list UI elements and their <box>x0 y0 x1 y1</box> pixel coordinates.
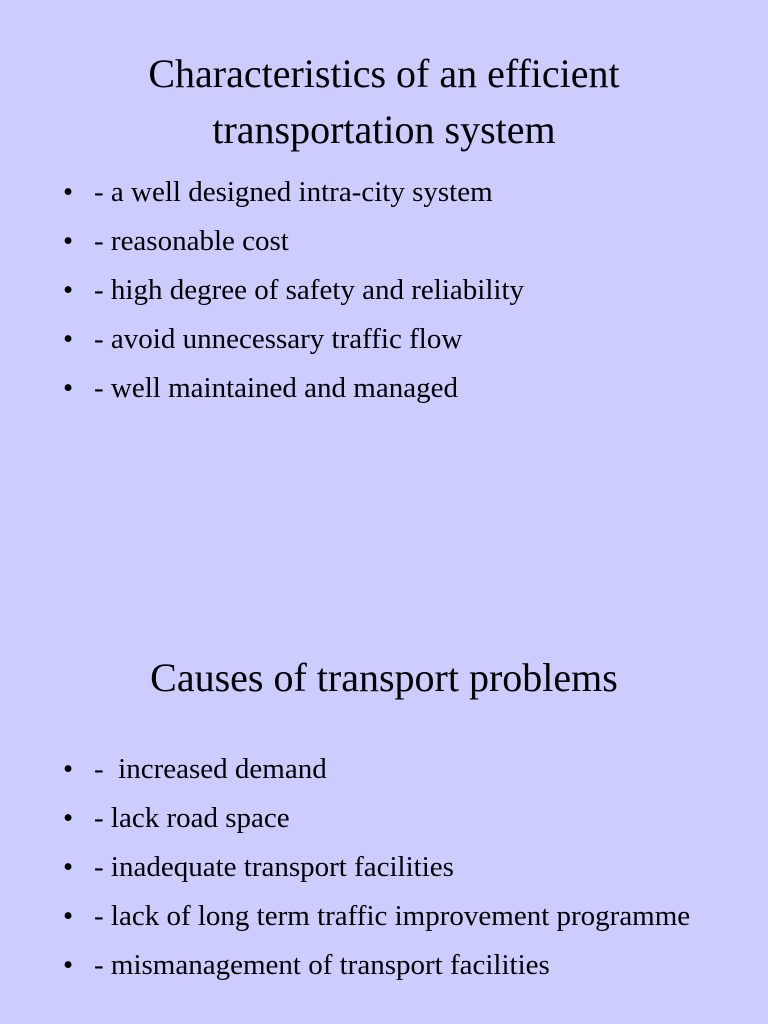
list-item-text: - lack road space <box>94 802 290 834</box>
bullet-marker: • <box>63 900 74 932</box>
bullet-marker: • <box>63 176 74 208</box>
list-item <box>0 269 768 311</box>
list-item-text: - inadequate transport facilities <box>94 851 454 883</box>
bullet-marker: • <box>63 274 74 306</box>
characteristics-list <box>0 171 768 416</box>
title-line-1: Characteristics of an efficient <box>148 51 620 96</box>
causes-list <box>0 748 768 993</box>
list-item <box>0 171 768 213</box>
bullet-marker: • <box>63 323 74 355</box>
list-item-text: - reasonable cost <box>94 225 289 257</box>
list-item-text: - mismanagement of transport facilities <box>94 949 550 981</box>
slide-title: Causes of transport problems <box>150 655 618 700</box>
bullet-marker: • <box>63 225 74 257</box>
list-item <box>0 846 768 888</box>
list-item <box>0 944 768 986</box>
list-item-text: - avoid unnecessary traffic flow <box>94 323 463 355</box>
bullet-marker: • <box>63 802 74 834</box>
bullet-marker: • <box>63 851 74 883</box>
list-item <box>0 318 768 360</box>
title-line-2: transportation system <box>212 107 556 152</box>
list-item <box>0 895 768 937</box>
list-item-text: - high degree of safety and reliability <box>94 274 525 306</box>
list-item <box>0 797 768 839</box>
slide-title <box>0 46 768 158</box>
bullet-marker: • <box>63 372 74 404</box>
list-item <box>0 367 768 409</box>
list-item-text: - well maintained and managed <box>94 372 458 404</box>
list-item <box>0 220 768 262</box>
list-item-text: - lack of long term traffic improvement programme <box>94 900 691 932</box>
bullet-marker: • <box>63 949 74 981</box>
slide-transport-problems <box>0 512 768 1024</box>
list-item-text: - increased demand <box>94 753 327 785</box>
list-item-text: - a well designed intra-city system <box>94 176 493 208</box>
bullet-marker: • <box>63 753 74 785</box>
list-item <box>0 748 768 790</box>
